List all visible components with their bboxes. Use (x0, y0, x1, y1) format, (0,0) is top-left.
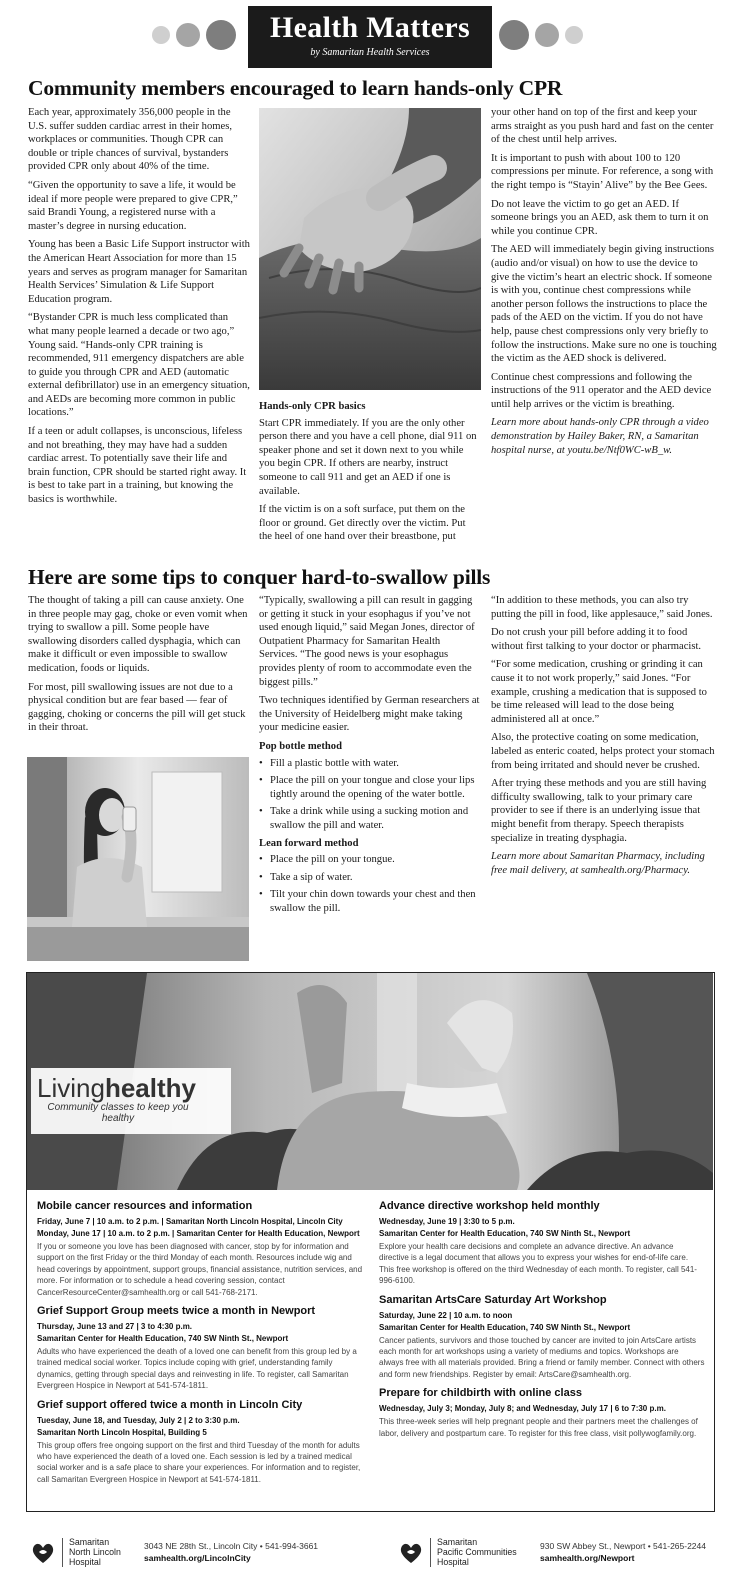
event-meta: Samaritan Center for Health Education, 740 SW Ninth St., Newport (37, 1334, 289, 1344)
event-title: Samaritan ArtsCare Saturday Art Workshop (379, 1293, 607, 1306)
masthead-dots-left (152, 20, 236, 50)
org-line: Hospital (69, 1556, 101, 1567)
paragraph: your other hand on top of the first and keep your arms straight as you push hard and fast on the center of the chest until help arrives. (491, 107, 714, 146)
hospital-name (62, 1538, 121, 1567)
pill-swallow-photo (27, 757, 249, 961)
org-line: Samaritan (69, 1537, 110, 1547)
footer-hospital-left (30, 1538, 121, 1567)
samaritan-logo-icon (398, 1540, 424, 1566)
paragraph: It is important to push with about 100 to 120 compressions per minute. For reference, a song with the right tempo is “Stayin’ Alive” by the Bee Gees. (491, 152, 714, 191)
list-item: • Tilt your chin down towards your chest and then swallow the pill. (259, 888, 481, 915)
section-heading: Hands-only CPR basics (259, 401, 366, 412)
decor-dot (152, 26, 170, 44)
paragraph: Start CPR immediately. If you are the only other person there and you have a cell phone, dial 911 on speaker phone and set it down next to you while you begin CPR. If others are nearby, instruct someone to call 911 and get an AED if one is available. (259, 417, 477, 497)
event-meta: Tuesday, June 18, and Tuesday, July 2 | 2 to 3:30 p.m. (37, 1415, 240, 1425)
event-meta: Monday, June 17 | 10 a.m. to 2 p.m. | Samaritan Center for Health Education, Newport (37, 1229, 360, 1238)
cpr-column-2 (259, 396, 481, 549)
list-item: • Take a sip of water. (259, 871, 481, 885)
org-line: Hospital (437, 1556, 469, 1567)
logo-bold: healthy (104, 1073, 196, 1103)
pills-headline: Here are some tips to conquer hard-to-swallow pills (28, 565, 491, 589)
list-item: • Fill a plastic bottle with water. (259, 757, 481, 771)
org-line: North Lincoln (69, 1546, 121, 1557)
cpr-photo (259, 108, 481, 390)
masthead-subtitle: by Samaritan Health Services (310, 47, 430, 58)
paragraph: Do not leave the victim to go get an AED. If someone brings you an AED, ask them to turn it on while you continue CPR. (491, 198, 709, 237)
event-meta: Samaritan North Lincoln Hospital, Building 5 (37, 1427, 207, 1437)
paragraph: Do not crush your pill before adding it to food without first talking to your doctor or pharmacist. (491, 627, 702, 652)
footer-address-left (144, 1540, 318, 1564)
address: 930 SW Abbey St., Newport • 541-265-2244 (540, 1541, 706, 1551)
pills-column-3 (491, 594, 717, 882)
pills-column-2 (259, 594, 481, 919)
org-line: Pacific Communities (437, 1546, 517, 1557)
paragraph: If a teen or adult collapses, is unconscious, lifeless and not breathing, they may have had a sudden cardiac arrest. To potentially save their life and brain function, CPR should be started right away. It is best to take part in a training, but knowing the basics is worthwhile. (28, 426, 247, 506)
masthead-title-box (248, 6, 492, 68)
paragraph: “Typically, swallowing a pill can result in gagging or getting it stuck in your esophagus if you’ve not used enough liquid,” said Megan Jones, director of Outpatient Pharmacy for Samaritan Health Services. “The good news is your esophagus provides plenty of room to accommodate even the biggest pills.” (259, 595, 475, 688)
event-description: If you or someone you love has been diagnosed with cancer, stop by for information and support on the first Friday or the third Monday of each month. Resources include wig and head coverings by appointment, support groups, financial assistance, nutrition services, and more. For information or to schedule a head covering session, contact CancerResourceCenter@samhealth.org or call 541-768-2171. (37, 1242, 363, 1297)
event-description: Cancer patients, survivors and those touched by cancer are invited to join ArtsCare artists each month for art workshops using a variety of mediums and topics. Workshops are always free with all materials provided. Bring a friend or family member. Connect with others and form new friendships. Register by email: ArtsCare@samhealth.org. (379, 1335, 705, 1379)
woman-drinking-illustration (27, 757, 249, 961)
paragraph: Young has been a Basic Life Support instructor with the American Heart Association for more than 15 years and serves as program manager for Samaritan Health Services’ Simulation & Life Support Education program. (28, 239, 250, 305)
decor-dot (206, 20, 236, 50)
event-title: Mobile cancer resources and information (37, 1200, 253, 1212)
event-card (37, 1398, 367, 1486)
paragraph: The AED will immediately begin giving instructions (audio and/or visual) on how to use the device to give the victim’s heart an electric shock. If someone is with you, continue chest compressions while another person follows the instructions to place the pads of the AED on the victim. If you do not have help, pause chest compressions only very briefly to follow the instructions. Make sure no one is touching the victim as the AED shock is delivered. (491, 244, 717, 365)
living-healthy-logo (31, 1068, 231, 1134)
event-meta: Friday, June 7 | 10 a.m. to 2 p.m. | Samaritan North Lincoln Hospital, Lincoln City (37, 1217, 343, 1226)
event-meta: Thursday, June 13 and 27 | 3 to 4:30 p.m. (37, 1322, 193, 1332)
living-healthy-hero (27, 973, 713, 1190)
event-description: This three-week series will help pregnant people and their partners meet the challenges of labor, delivery and postpartum care. To register for this free class, visit pollywogfamily.org. (379, 1417, 698, 1438)
event-description: This group offers free ongoing support on the first and third Tuesday of the month for adults who have experienced the death of a loved one. Each session is led by a trained medical social worker and is a safe place to share your experiences. For information and to register, call Samaritan Evergreen Hospice in Newport at 541-574-1811. (37, 1440, 361, 1484)
masthead-dots-right (499, 20, 583, 50)
paragraph: For most, pill swallowing issues are not due to a physical condition but are fear based — fear of gagging, choking or concerns the pill will get stuck in their throat. (28, 681, 246, 734)
paragraph: “Given the opportunity to save a life, it would be ideal if more people were prepared to give CPR,” said Brandi Young, a registered nurse with a master’s degree in nursing education. (28, 179, 238, 232)
pills-column-1 (28, 594, 250, 740)
event-card (37, 1199, 367, 1298)
decor-dot (565, 26, 583, 44)
event-meta: Samaritan Center for Health Education, 740 SW Ninth St., Newport (379, 1322, 631, 1332)
event-title: Advance directive workshop held monthly (379, 1200, 600, 1212)
event-description: Adults who have experienced the death of a loved one can benefit from this group led by a trained medical social worker. Topics include coping with grief, understanding family dynamics, getting through special days and reinvesting in life. To register, call Samaritan Evergreen Hospice in Newport at 541-574-1811. (37, 1347, 357, 1391)
learn-more-note: Learn more about hands-only CPR through a video demonstration by Hailey Baker, RN, a Samaritan hospital nurse, at youtu.be/Ntf0WC-wB_w. (491, 417, 709, 456)
logo-light: Living (37, 1073, 105, 1103)
paragraph: After trying these methods and you are still having difficulty swallowing, talk to your primary care provider to see if there is an underlying issue that might benefit from therapy. Speech therapists specialize in treating dysphagia. (491, 778, 707, 844)
event-meta: Wednesday, June 19 | 3:30 to 5 p.m. (379, 1217, 515, 1226)
footer (0, 1530, 749, 1587)
website-link[interactable]: samhealth.org/Newport (540, 1553, 635, 1563)
paragraph: “In addition to these methods, you can also try putting the pill in food, like applesauce,” said Jones. (491, 595, 713, 620)
event-meta: Samaritan Center for Health Education, 740 SW Ninth St., Newport (379, 1229, 631, 1238)
decor-dot (499, 20, 529, 50)
masthead (0, 6, 749, 68)
section-heading: Pop bottle method (259, 740, 342, 752)
website-link[interactable]: samhealth.org/LincolnCity (144, 1553, 251, 1563)
decor-dot (535, 23, 559, 47)
events-left-column (37, 1199, 367, 1491)
list-item: • Take a drink while using a sucking motion and swallow the pill and water. (259, 805, 481, 832)
samaritan-logo-icon (30, 1540, 56, 1566)
list-item: • Place the pill on your tongue. (259, 853, 481, 867)
footer-address-right (540, 1540, 706, 1564)
paragraph: “For some medication, crushing or grinding it can cause it to not work properly,” said Jones. “For example, crushing a medication that is supposed to be time released will lead to the dose being administered all at once.” (491, 659, 707, 725)
event-title: Grief support offered twice a month in Lincoln City (37, 1398, 303, 1411)
cpr-headline: Community members encouraged to learn hands-only CPR (28, 76, 563, 100)
address: 3043 NE 28th St., Lincoln City • 541-994-3661 (144, 1541, 319, 1551)
event-card (379, 1199, 705, 1287)
paragraph: Continue chest compressions and following the instructions of the 911 operator and the AED device until help arrives or the victim is breathing. (491, 371, 712, 410)
paragraph: Also, the protective coating on some medication, labeled as enteric coated, helps protect your stomach from being irritated and should never be crushed. (491, 732, 715, 771)
event-title: Grief Support Group meets twice a month in Newport (37, 1305, 316, 1318)
decor-dot (176, 23, 200, 47)
masthead-title: Health Matters (270, 11, 470, 44)
list-item: • Place the pill on your tongue and close your lips tightly around the opening of the water bottle. (259, 774, 481, 801)
cpr-column-1 (28, 106, 250, 512)
pop-bottle-list (259, 757, 481, 833)
events-right-column (379, 1199, 705, 1445)
org-line: Samaritan (437, 1537, 478, 1547)
cpr-hands-illustration (259, 108, 481, 390)
cpr-column-3 (491, 106, 717, 462)
event-title: Prepare for childbirth with online class (379, 1387, 582, 1400)
paragraph: Each year, approximately 356,000 people in the U.S. suffer sudden cardiac arrest in their homes, workplaces or communities. Though CPR can double or triple chances of survival, bystanders provided CPR only about 40% of the time. (28, 107, 232, 173)
event-meta: Saturday, June 22 | 10 a.m. to noon (379, 1310, 513, 1320)
paragraph: Two techniques identified by German researchers at the University of Heidelberg might make taking your medicine easier. (259, 695, 480, 734)
event-card (379, 1293, 705, 1381)
event-card (37, 1304, 367, 1392)
event-description: Explore your health care decisions and complete an advance directive. An advance directive is a legal document that allows you to express your wishes for end-of-life care. This free workshop is offered on the third Wednesday of each month. To register, call 541-996-6100. (379, 1242, 697, 1286)
logo-title (37, 1074, 231, 1102)
logo-subtitle: Community classes to keep you healthy (47, 1102, 189, 1124)
section-heading: Lean forward method (259, 837, 359, 849)
paragraph: “Bystander CPR is much less complicated than what many people learned a decade or two ago,” Young said. “Hands-only CPR training is recommended, 911 emergency dispatchers are able to guide you through CPR and AED (automatic external defibrillator) use in an emergency situation, and AEDs are becoming more common in public locations.” (28, 312, 250, 419)
footer-hospital-right (398, 1538, 517, 1567)
lean-forward-list (259, 853, 481, 915)
paragraph: The thought of taking a pill can cause anxiety. One in three people may gag, choke or even vomit when trying to swallow a pill. Some people have swallowing disorders called dysphagia, which can make it difficult or even impossible to swallow medication, foods or liquids. (28, 595, 248, 674)
living-healthy-panel (26, 972, 715, 1512)
event-meta: Wednesday, July 3; Monday, July 8; and Wednesday, July 17 | 6 to 7:30 p.m. (379, 1404, 666, 1414)
hospital-name (430, 1538, 517, 1567)
learn-more-note: Learn more about Samaritan Pharmacy, including free mail delivery, at samhealth.org/Pharmacy. (491, 851, 705, 876)
event-card (379, 1386, 705, 1439)
paragraph: If the victim is on a soft surface, put them on the floor or ground. Get directly over the victim. Put the heel of one hand over their breastbone, put (259, 504, 466, 543)
